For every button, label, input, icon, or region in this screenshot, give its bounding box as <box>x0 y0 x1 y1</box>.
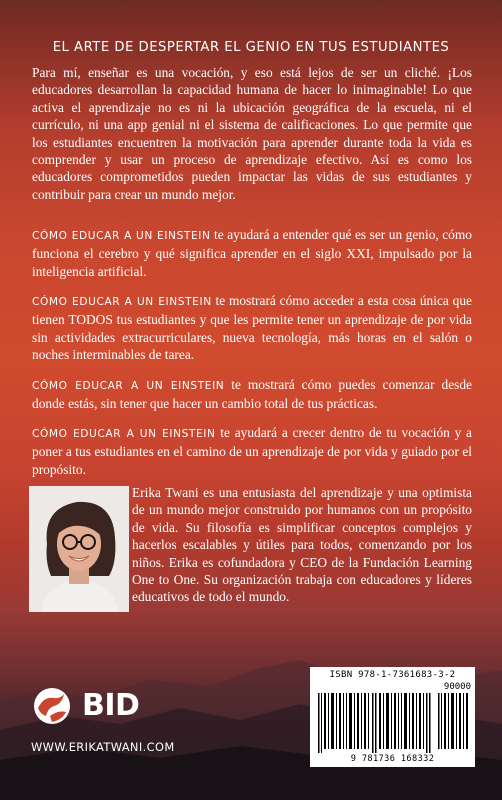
cover-title: EL ARTE DE DESPERTAR EL GENIO EN TUS ESTUDIANTES <box>52 40 450 55</box>
point-text: te mostrará cómo puedes comenzar desde donde estás, sin tener que hacer un cambio total de tus prácticas. <box>32 377 472 412</box>
website-url: WWW.ERIKATWANI.COM <box>31 740 175 754</box>
price-barcode-icon <box>438 693 470 749</box>
point-paragraph-4 <box>32 424 472 478</box>
logo-text: BID <box>82 688 140 723</box>
book-title-caps: CÓMO EDUCAR A UN EINSTEIN <box>32 380 225 392</box>
author-photo <box>29 486 129 612</box>
point-text: te ayudará a entender qué es ser un genio, cómo funciona el cerebro y qué significa aprender en el siglo XXI, impulsado por la inteligencia artificial. <box>32 227 472 279</box>
point-paragraph-2 <box>32 292 472 364</box>
point-text: te ayudará a crecer dentro de tu vocación y a poner a tus estudiantes en el camino de un aprendizaje de por vida y guiado por el propósito. <box>32 425 472 477</box>
price-code: 90000 <box>443 682 471 692</box>
book-title-caps: CÓMO EDUCAR A UN EINSTEIN <box>32 428 216 440</box>
point-paragraph-1 <box>32 226 472 280</box>
author-bio: Erika Twani es una entusiasta del aprendizaje y una optimista de un mundo mejor construido por humanos con un propósito de vida. Su filosofía es simplificar conceptos complejos y hacerlos escalables y útiles para todos, comenzando por los niños. Erika es cofundadora y CEO de la Fundación Learning One to One. Su organización trabaja con educadores y líderes educativos de todo el mundo. <box>132 485 472 605</box>
barcode-bars-icon <box>318 693 433 753</box>
publisher-logo <box>30 686 180 726</box>
isbn-label: ISBN 978-1-7361683-3-2 <box>329 670 456 680</box>
point-paragraph-3 <box>32 376 472 413</box>
bid-publisher-logo-icon <box>30 686 76 726</box>
book-title-caps: CÓMO EDUCAR A UN EINSTEIN <box>32 296 212 308</box>
barcode-digits: 9 781736 168332 <box>350 754 435 764</box>
point-text: te mostrará cómo acceder a esta cosa única que tienen TODOS tus estudiantes y que les permite tener un aprendizaje de por vida sin actividades extracurriculares, nueva tecnología, más horas en el salón o noches interminables de tarea. <box>32 293 472 363</box>
isbn-barcode <box>310 667 475 767</box>
author-portrait-icon <box>29 486 129 612</box>
book-title-caps: CÓMO EDUCAR A UN EINSTEIN <box>32 230 211 242</box>
intro-paragraph: Para mí, enseñar es una vocación, y eso está lejos de ser un cliché. ¡Los educadores desarrollan la capacidad humana de hacer lo inimaginable! Lo que activa el aprendizaje no es ni la ubicación geográfica de la escuela, ni el currículo, ni una app genial ni el sistema de calificaciones. Lo que permite que los estudiantes encuentren la motivación para aprender durante toda la vida es comprender y usar un proceso de aprendizaje efectivo. Así es como los educadores comprometidos pueden impactar las vidas de sus estudiantes y contribuir para crear un mundo mejor. <box>32 65 472 202</box>
